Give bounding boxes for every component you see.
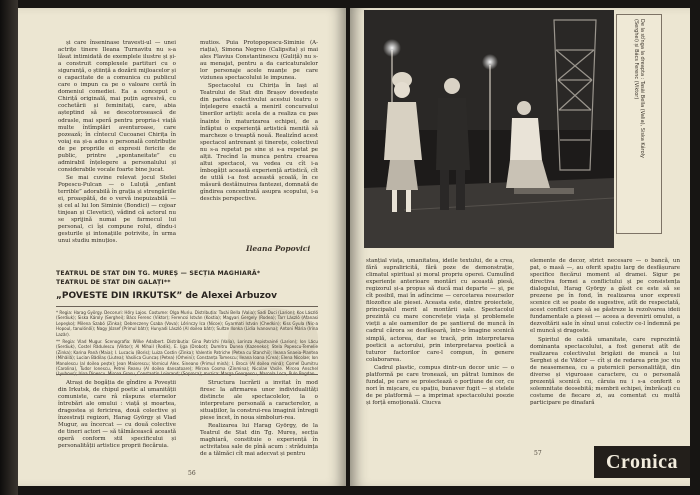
paragraph: mutios. Puia Protopopescu-Siminie (A-riația), Simona Negreo (Calipsita) și mai ales Flavius Constantinescu (Guliță) nu s-au menajat, pentru a da caricaturalelor lor personaje acele nuanțe pe care viziunea spectacolului le impunea. <box>200 40 318 82</box>
paragraph: Atrași de bogăția de gîndire a Poveștii din Irkutsk, de chipul poetic al umanității comuniste, care râ răspuns eternelor întrebări ale omului : viață și moartea, dragostea și fericirea, două colective și înzestrați regizori, Harag György și Vlad Mugur, au încercat — cu două colective de tineri actori — să tălmăcească această operă conform stil specificului și personalității artistice proprii fiecăruia. <box>58 380 176 450</box>
left-col4-text <box>200 380 318 464</box>
paragraph: Cadrul plastic, compus dintr-un decor unic — o platformă pe care tronează, un pătrat luminos de fundal, pe care se proiectează o porțiune de cer, cu nori în mișcare, cu spațiu, bunaver fugit — și stelele de pe platformă — a imprimat spectacolului poezie și forță emoțională. Ciucva <box>366 364 514 406</box>
paragraph: elemente de decor, strict necesare — o bancă, un pat, o masă —, au oferit spațiu larg de desfășurare specifice fiecărui moment al dramei. Sigur pe directiva formei a conflictului și pe consistența dialogului, Harag György a găsit ce este să se prezene pe în fond, în realizarea unor expresii scenice cit se poate de sugestive, atît de respectată, acest conflict care să se păstreze la rezolvarea ideii fundamentale a piesei — aceea a devenirii omului, a dezvoltării sale în sînul unui colectiv ce-l îndemnă pe el muncă și dragoste. <box>530 258 680 335</box>
paragraph: Structura lucrării a invitat în mod firesc la afirmarea unor individualități distincte ale spectacolelor, la o interpretare personală a caracterelor, a situațiilor, la construi-rea imaginii întregii piese încet, în noua simboluri-rea. <box>200 380 318 422</box>
theatre-heading-1: TEATRUL DE STAT DIN TG. MUREȘ — SECȚIA MAGHIARĂ* <box>56 270 261 277</box>
left-col2-text <box>200 40 318 224</box>
right-page <box>350 8 690 486</box>
right-col1-text <box>366 258 514 442</box>
divider <box>56 306 318 307</box>
paragraph: Realizarea lui Harag György, de la Teatrul de Stat din Tg. Mureș, secția maghiară, constituie o experiență în activitatea sale de pînă acum : străduința de a tălmăci cît mai adecvat și pentru <box>200 423 318 458</box>
stage-photo-image <box>364 10 614 248</box>
theatre-heading-2: TEATRUL DE STAT DIN GALAȚI** <box>56 279 171 286</box>
photo-caption: De la stînga la dreapta : Tasăi Bella (Valia), Siska Károly (Serghei) și Bács Ferenc (Viktor) <box>633 19 646 159</box>
paragraph: și care înseninase travesti-ul — unei actrițe tinere Ileana Turnavitu nu s-a lăsat intimidată de exemplele ilustre și și-a construit complexele partituri cu o siguranță, o știință a dozării mijloacelor și o capacitate de a comunica cu publicul care o impun ca pe o valoare certă în domeniul comediei. Ea a conceput o Chiriță originală, mai puțin agresivă, cu cochetării și feminitați, care, abia așteptind să se descotorosească de odrasle, mai speră pentru propria-i viață multe întîmplări aventuroase, care pozează; în cîntecul Cucoanei Chirița în voiaj ea și-a adus o personală contribuție de pe propriile ei expresii fericite de public, printre „spontaneitate” cu admirabil înțelegere a personalului și considerabile vocale foarte bine jucat. <box>58 40 176 173</box>
page-number: 56 <box>188 470 196 477</box>
divider <box>56 374 318 375</box>
paragraph: Se mai cuvine relevat jocul Stelei Popescu-Pulcan — o Luluță „enfant terrible” adorabilă în grația și strengăriile ei, proaspătă, de o vervă inepuizabilă — și cel al lui Ion Siminie (Bondici) — cojoar tinjean și Clevetici), vădind că actorul nu se sprijină numai pe farmecul lui personal, ci își compune rolul, dîndu-i gesturile și intonațiile potrivite, în urma unui studiu minuțios. <box>58 174 176 245</box>
credits-footnote-2: ** Regia: Vlad Mugur. Scenografia: Wilke Adalbert. Distribuția: Gina Patrichi (Valia), Lorinza Aspistvainé (Larion); Ion Lăcu (Serdiuk), Costel Rădulescu (Viktor); Al Mihail (Rodik), E. Ijga (Drobot); Dumitru Dunea (Kazeneko); Stela Popescu-Temelie (Zinka); Karina Pană (Maia); I. Lucaciu (Boris); Luiza Costin (Zinka); Valentin Patriche (Petea cu Stanchii); Ileana Snaeia-Plantea (Mihăilă); Lucian Bădilaș (Liutea); Vasilica Ciuncaș (Petea) (Orheini); Constanța Tomescu; Ileana Ioana (Crea); Elena Nicolae; Ion Manolescu (al doilea pește); Jean Maiorescu; Vornicul Alex. Sineano (Primul mină); I. Broca (Al doilea mină); Cornel Dumitru (Carolina), Tudor Ionescu, Petrei Reanu (Al doilea dansatoare); Mircea Cosma (Zinmina); Nicolae Vasile. Mircea Anschel <box>56 339 318 372</box>
section-badge <box>594 446 690 478</box>
left-col3-text <box>58 380 176 450</box>
credits-footnote-1: * Regia: Harag György. Decoruri: Hőry Lajos. Costume: Olga Muriu. Distribuția: Tasăi Bella (Valia); Sadi Duci (Larion); Kos László (Serdiuk); Siska Károly (Serghei); Bács Ferenc (Viktor); Ferencsi István (Kostia); Magyari Gergely (Rodea); Tarr László (Afanasi Lepeşko); Milena Szabó (Zinka); Debreczeny Csaba (Vova); Lőrinczy Ica (Nicoe); Gyarmati István (Chedkin); Kiss Gyula (Nic-a Hopoul, tanulónői); Nagy József (Primul bâtr); Hunyadi László (Al doilea bâtr); Sultze Ilonka (Lidia Ivanovna); Antoni Mária (Irina Lazăr). <box>56 310 318 337</box>
paragraph: stanțial viața, umanitatea, ideile textului, de a crea, fără supraliricită, fără poze de demonstrație, climatul spiritual și moral propriu operei. Cumulînd experiențe anterioare montări cu această piesă, regizorul și-a propus să ducă mai departe — și, pe cît posibil, mai în adîncime — cercetarea resurselor filozofice ale piesei. Aceasta este, dintre proiectele, principalul merit al montării sale. Spectacolul prezintă cu mare concretețe viața și problemele vieții a ale oamenilor de pe șantierul de muncă în cadrul cărora se desfășoară, într-o îmagine scenică simplă, actorea, dar se tracă, prin interpretarea poeticii a actorului, prin interpretarea poetică a tuturor factorilor care-l compun, în genere colaborarea. <box>366 258 514 363</box>
left-col1-text <box>58 40 176 245</box>
binding-edge <box>0 0 18 495</box>
author-signature: Ileana Popovici <box>246 244 311 253</box>
play-title: „POVESTE DIN IRKUTSK” de Alexei Arbuzov <box>56 291 277 301</box>
right-col2-text <box>530 258 680 442</box>
stage-photo <box>364 10 614 248</box>
page-number: 57 <box>534 450 542 457</box>
paragraph: Spiritul de caldă umanitate, care reprezintă dominanta spectacolului, a fost generat atît de realizarea colectivului brigăzii de muncă a lui Serghei și de Viktor — cît și de redarea prin joc viu de neasemenea, cu a puternicii personalității, din diverse și viguroase caractere, cu o personală prezență scenică cu, căruia nu i s-a conferit o solemnitate deosebită; membrii echipei, îmbrăcați cu costume de fiecare zi, au comentat cu multă participare pe dinafară <box>530 336 680 406</box>
left-page <box>18 8 346 486</box>
paragraph: Spectacolul cu Chirița în Iași al Teatrului de Stat din Brașov dovedește din partea colectivului acestui teatru o înțelegere exactă a meniril concursului tinerilor artiști: acela de a realiza cu pas înainte în maturizarea echipei, de a înfăptui o experiență artistică menită să marcheze o treaptă nouă. Realizînd acest spectacol antrenant și tinerețe, colectivul nu s-a repetat pe sine și s-a repetat pe alții. Trecînd la munca pentru crearea altui spectacol, va vedea cu cît i-a îmbogățit această experiență artistică, cît de utilă i-a fost această școală, în ce măsură destăinuirea fantezei, domnată de gîndirea concentrată asupra scopului, i-a deschis perspective. <box>200 83 318 203</box>
section-label: Cronica <box>605 450 678 473</box>
